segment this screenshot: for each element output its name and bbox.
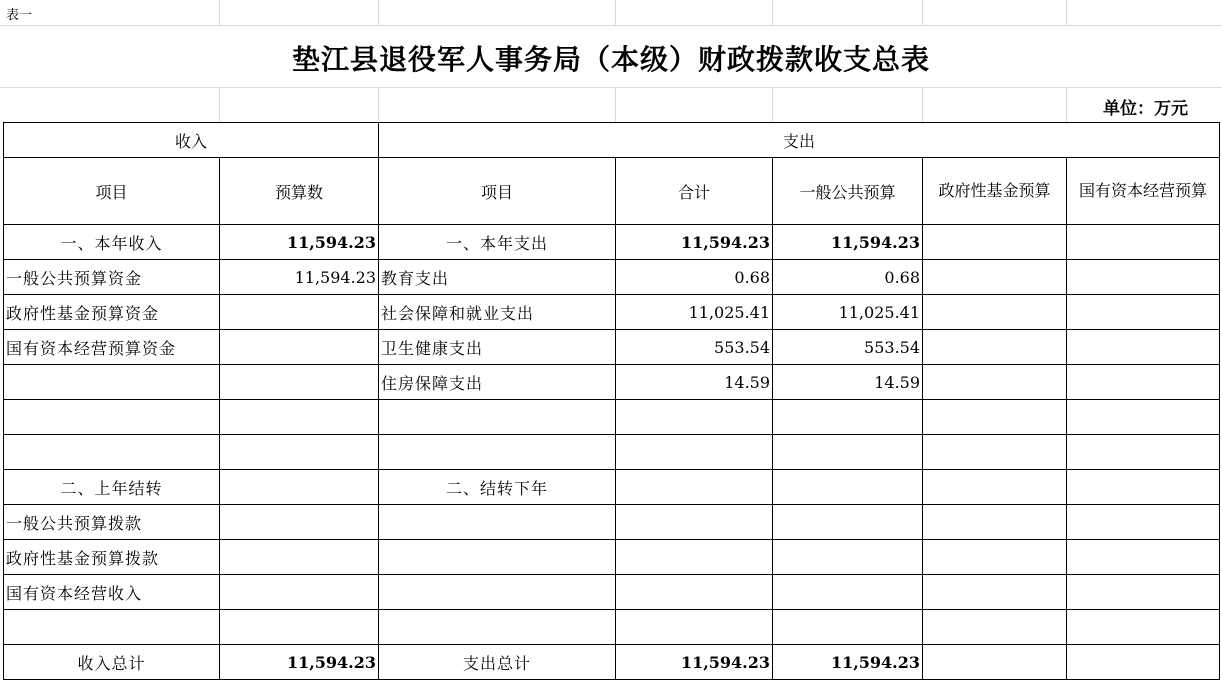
gov-fund-cell [923, 470, 1067, 505]
total-cell: 11,025.41 [616, 295, 773, 330]
income-budget-cell [220, 540, 379, 575]
gov-fund-cell [923, 225, 1067, 260]
col-header-general-budget: 一般公共预算 [773, 158, 923, 225]
gov-fund-cell [923, 610, 1067, 645]
gov-fund-cell [923, 365, 1067, 400]
state-capital-cell [1067, 505, 1220, 540]
gov-fund-cell [923, 575, 1067, 610]
income-budget-cell [220, 295, 379, 330]
income-item-cell [4, 435, 220, 470]
unit-label: 单位：万元 [1103, 99, 1188, 119]
income-item-cell: 政府性基金预算资金 [4, 295, 220, 330]
income-item-cell: 国有资本经营收入 [4, 575, 220, 610]
income-header: 收入 [4, 123, 379, 158]
expense-item-cell [379, 575, 616, 610]
general-budget-cell [773, 575, 923, 610]
page-title: 垫江县退役军人事务局（本级）财政拨款收支总表 [291, 43, 930, 76]
total-cell: 14.59 [616, 365, 773, 400]
gov-fund-cell [923, 540, 1067, 575]
state-capital-cell [1067, 575, 1220, 610]
total-cell: 0.68 [616, 260, 773, 295]
gov-fund-cell [923, 260, 1067, 295]
general-budget-cell: 553.54 [773, 330, 923, 365]
col-header-income-item: 项目 [4, 158, 220, 225]
total-cell [616, 540, 773, 575]
col-header-budget: 预算数 [220, 158, 379, 225]
general-budget-cell [773, 610, 923, 645]
general-budget-cell [773, 540, 923, 575]
col-header-total: 合计 [616, 158, 773, 225]
state-capital-cell [1067, 225, 1220, 260]
total-cell [616, 610, 773, 645]
total-cell [616, 505, 773, 540]
expense-item-cell: 卫生健康支出 [379, 330, 616, 365]
income-item-cell: 收入总计 [4, 645, 220, 680]
income-item-cell [4, 365, 220, 400]
state-capital-cell [1067, 400, 1220, 435]
expense-item-cell: 支出总计 [379, 645, 616, 680]
income-budget-cell [220, 365, 379, 400]
total-cell: 11,594.23 [616, 225, 773, 260]
table-row [4, 645, 1220, 680]
table-row [4, 610, 1220, 645]
col-header-state-capital-budget: 国有资本经营预算 [1067, 158, 1220, 225]
income-item-cell: 一、本年收入 [4, 225, 220, 260]
total-cell [616, 470, 773, 505]
table-row [4, 575, 1220, 610]
gov-fund-cell [923, 330, 1067, 365]
table-row [4, 330, 1220, 365]
gov-fund-cell [923, 295, 1067, 330]
expense-item-cell: 二、结转下年 [379, 470, 616, 505]
state-capital-cell [1067, 610, 1220, 645]
general-budget-cell: 11,594.23 [773, 645, 923, 680]
expense-header: 支出 [379, 123, 1220, 158]
expense-item-cell: 住房保障支出 [379, 365, 616, 400]
table-row [4, 225, 1220, 260]
general-budget-cell [773, 505, 923, 540]
expense-item-cell: 社会保障和就业支出 [379, 295, 616, 330]
table-row [4, 435, 1220, 470]
general-budget-cell [773, 470, 923, 505]
total-cell: 553.54 [616, 330, 773, 365]
expense-item-cell [379, 435, 616, 470]
table-row [4, 365, 1220, 400]
general-budget-cell: 14.59 [773, 365, 923, 400]
income-item-cell [4, 610, 220, 645]
col-header-gov-fund-budget: 政府性基金预算 [923, 158, 1067, 225]
income-item-cell: 一般公共预算拨款 [4, 505, 220, 540]
state-capital-cell [1067, 435, 1220, 470]
state-capital-cell [1067, 645, 1220, 680]
state-capital-cell [1067, 540, 1220, 575]
state-capital-cell [1067, 295, 1220, 330]
general-budget-cell [773, 400, 923, 435]
expense-item-cell: 一、本年支出 [379, 225, 616, 260]
income-budget-cell [220, 470, 379, 505]
income-budget-cell: 11,594.23 [220, 260, 379, 295]
income-item-cell: 一般公共预算资金 [4, 260, 220, 295]
expense-item-cell [379, 505, 616, 540]
total-cell [616, 400, 773, 435]
state-capital-cell [1067, 330, 1220, 365]
income-budget-cell: 11,594.23 [220, 225, 379, 260]
income-budget-cell [220, 400, 379, 435]
expense-item-cell [379, 400, 616, 435]
expense-item-cell [379, 540, 616, 575]
total-cell: 11,594.23 [616, 645, 773, 680]
table-row [4, 505, 1220, 540]
gov-fund-cell [923, 505, 1067, 540]
income-budget-cell [220, 575, 379, 610]
general-budget-cell: 0.68 [773, 260, 923, 295]
income-item-cell: 二、上年结转 [4, 470, 220, 505]
gov-fund-cell [923, 645, 1067, 680]
income-item-cell [4, 400, 220, 435]
gov-fund-cell [923, 400, 1067, 435]
general-budget-cell [773, 435, 923, 470]
income-budget-cell: 11,594.23 [220, 645, 379, 680]
budget-table [3, 122, 1220, 680]
col-header-expense-item: 项目 [379, 158, 616, 225]
total-cell [616, 575, 773, 610]
income-budget-cell [220, 435, 379, 470]
income-budget-cell [220, 330, 379, 365]
income-item-cell: 国有资本经营预算资金 [4, 330, 220, 365]
table-row [4, 400, 1220, 435]
state-capital-cell [1067, 365, 1220, 400]
expense-item-cell: 教育支出 [379, 260, 616, 295]
state-capital-cell [1067, 260, 1220, 295]
income-budget-cell [220, 610, 379, 645]
table-row [4, 260, 1220, 295]
table-tag: 表一 [6, 8, 33, 23]
gov-fund-cell [923, 435, 1067, 470]
expense-item-cell [379, 610, 616, 645]
total-cell [616, 435, 773, 470]
income-budget-cell [220, 505, 379, 540]
table-row [4, 470, 1220, 505]
table-row [4, 540, 1220, 575]
general-budget-cell: 11,025.41 [773, 295, 923, 330]
general-budget-cell: 11,594.23 [773, 225, 923, 260]
table-row [4, 295, 1220, 330]
state-capital-cell [1067, 470, 1220, 505]
income-item-cell: 政府性基金预算拨款 [4, 540, 220, 575]
